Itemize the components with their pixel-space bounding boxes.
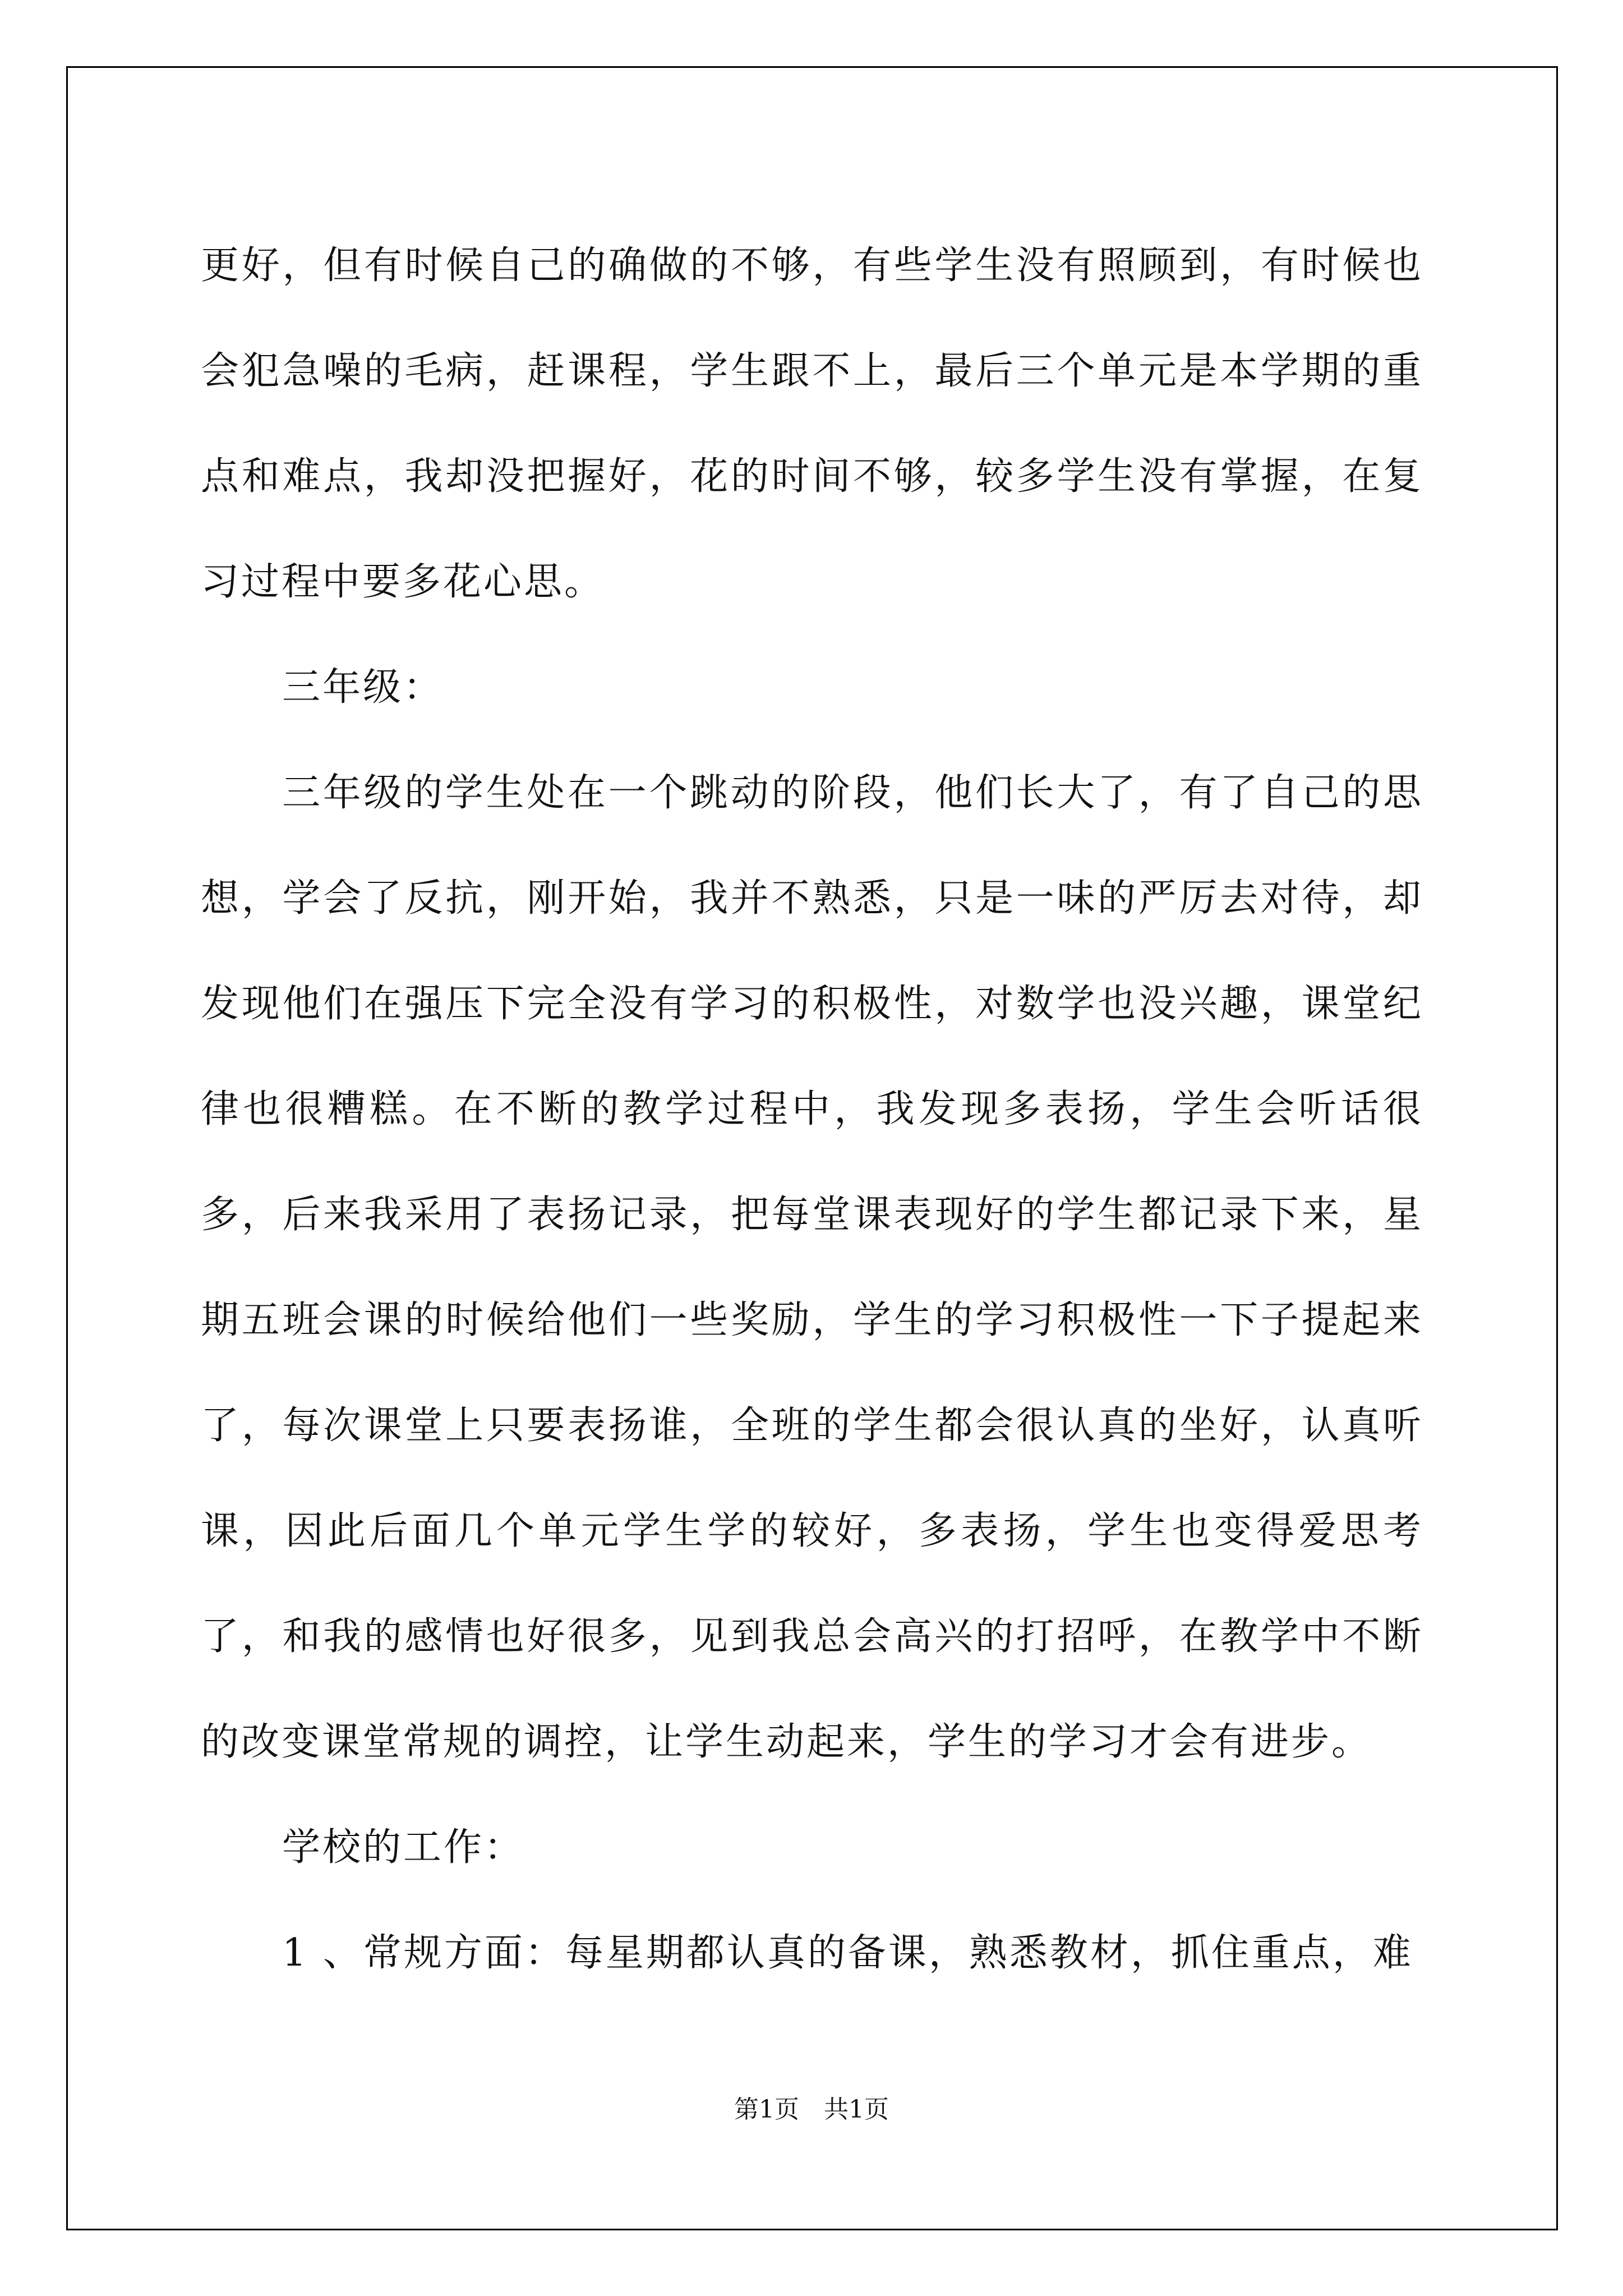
paragraph-grade-three: 三年级的学生处在一个跳动的阶段，他们长大了，有了自己的思想，学会了反抗，刚开始，我并不熟悉，只是一味的严厉去对待，却发现他们在强压下完全没有学习的积极性，对数学也没兴趣，课堂纪律也很糟糕。在不断的教学过程中，我发现多表扬，学生会听话很多，后来我采用了表扬记录，把每堂课表现好的学生都记录下来，星期五班会课的时候给他们一些奖励，学生的学习积极性一下子提起来了，每次课堂上只要表扬谁，全班的学生都会很认真的坐好，认真听课，因此后面几个单元学生学的较好，多表扬，学生也变得爱思考了，和我的感情也好很多，见到我总会高兴的打招呼，在教学中不断的改变课堂常规的调控，让学生动起来，学生的学习才会有进步。 bbox=[201, 771, 1423, 1764]
page-footer bbox=[0, 2089, 1623, 2125]
section-heading-school-work: 学校的工作： bbox=[282, 1825, 525, 1870]
paragraph-1: 更好，但有时候自己的确做的不够，有些学生没有照顾到，有时候也会犯急噪的毛病，赶课程，学生跟不上，最后三个单元是本学期的重点和难点，我却没把握好，花的时间不够，较多学生没有掌握，在复习过程中要多花心思。 bbox=[201, 243, 1423, 604]
paragraph-routine: 1 、常规方面：每星期都认真的备课，熟悉教材，抓住重点，难 bbox=[282, 1931, 1413, 1975]
page-number: 第1页 bbox=[734, 2095, 799, 2124]
document-body bbox=[201, 213, 1423, 2006]
page-total: 共1页 bbox=[824, 2095, 889, 2124]
section-heading-grade-three: 三年级： bbox=[282, 665, 444, 710]
